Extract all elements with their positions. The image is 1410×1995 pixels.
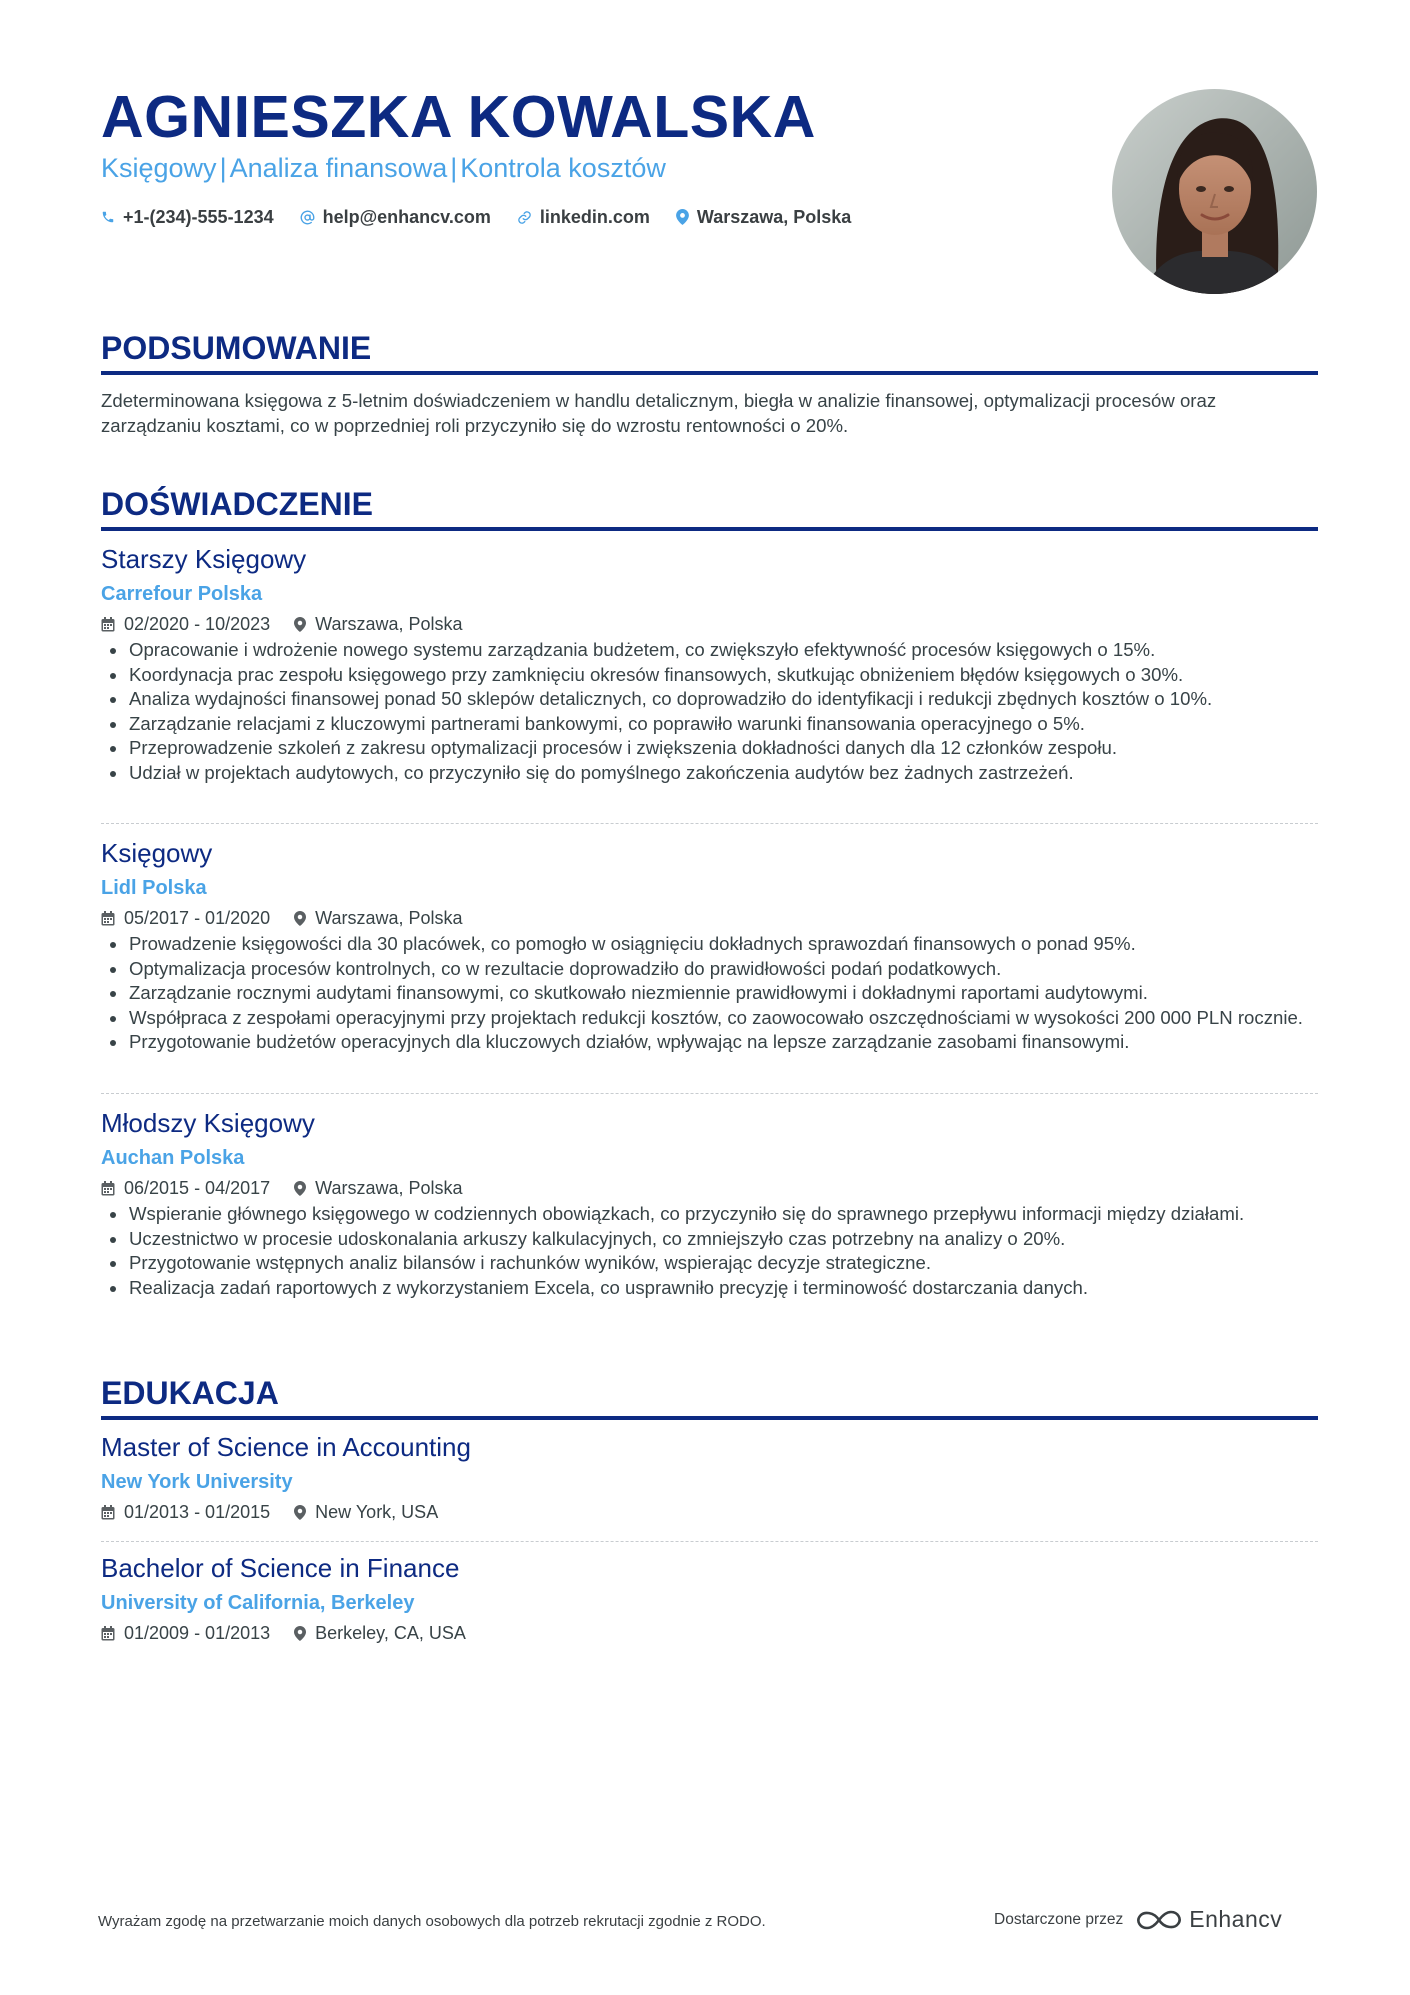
education-location <box>294 1502 438 1523</box>
contact-email[interactable] <box>300 207 491 228</box>
school-name[interactable]: New York University <box>101 1471 293 1493</box>
job-location <box>294 1178 462 1199</box>
experience-entry <box>101 1106 1318 1300</box>
brand-name: Enhancv <box>1189 1906 1283 1932</box>
candidate-name: AGNIESZKA KOWALSKA <box>101 84 816 150</box>
education-location <box>294 1623 466 1644</box>
contact-linkedin[interactable] <box>517 207 650 228</box>
enhancv-logo-icon <box>1135 1907 1183 1933</box>
experience-entry <box>101 542 1318 785</box>
entry-divider <box>101 1093 1318 1094</box>
headline <box>101 150 666 186</box>
job-dates <box>101 1178 270 1199</box>
map-pin-icon <box>294 1505 306 1520</box>
section-divider <box>101 1416 1318 1420</box>
headline-part: Księgowy <box>101 153 217 183</box>
section-divider <box>101 527 1318 531</box>
date-range: 02/2020 - 10/2023 <box>124 613 271 634</box>
location-text: Warszawa, Polska <box>315 613 463 634</box>
job-meta <box>101 905 1318 931</box>
calendar-icon <box>101 617 115 632</box>
achievement-item: • Wspieranie głównego księgowego w codziennych obowiązkach, co przyczyniło się do sprawnego przepływu informacji między działami. <box>128 1202 1318 1227</box>
job-title: Młodszy Księgowy <box>101 1108 315 1138</box>
calendar-icon <box>101 911 115 926</box>
achievement-item: • Prowadzenie księgowości dla 30 placówek, co pomogło w osiągnięciu dokładnych sprawozdań finansowych o ponad 95%. <box>128 932 1318 957</box>
achievement-item: • Opracowanie i wdrożenie nowego systemu zarządzania budżetem, co zwiększyło efektywność procesów księgowych o 15%. <box>128 638 1318 663</box>
phone-text: +1-(234)-555-1234 <box>123 206 274 227</box>
date-range: 01/2013 - 01/2015 <box>124 1501 271 1522</box>
achievement-item: • Analiza wydajności finansowej ponad 50 sklepów detalicznych, co doprowadziło do identyfikacji i redukcji zbędnych kosztów o 10%. <box>128 687 1318 712</box>
education-entry <box>101 1430 1318 1525</box>
education-meta <box>101 1499 1318 1525</box>
job-location <box>294 908 462 929</box>
contact-phone[interactable] <box>101 207 274 228</box>
map-pin-icon <box>294 1626 306 1641</box>
entry-divider <box>101 1541 1318 1542</box>
job-meta <box>101 611 1318 637</box>
achievement-item: • Współpraca z zespołami operacyjnymi przy projektach redukcji kosztów, co zaowocowało oszczędnościami w wysokości 200 000 PLN rocznie. <box>128 1006 1318 1031</box>
company-name[interactable]: Lidl Polska <box>101 877 207 899</box>
date-range: 01/2009 - 01/2013 <box>124 1622 271 1643</box>
education-meta <box>101 1620 1318 1646</box>
date-range: 05/2017 - 01/2020 <box>124 907 271 928</box>
phone-icon <box>101 210 115 224</box>
degree-title: Master of Science in Accounting <box>101 1432 471 1462</box>
location-text: New York, USA <box>315 1501 439 1522</box>
calendar-icon <box>101 1626 115 1641</box>
location-text: Berkeley, CA, USA <box>315 1622 466 1643</box>
location-text: Warszawa, Polska <box>315 907 463 928</box>
calendar-icon <box>101 1181 115 1196</box>
job-title: Starszy Księgowy <box>101 544 307 574</box>
achievement-item: • Przygotowanie budżetów operacyjnych dla kluczowych działów, wpływając na lepsze zarządzanie zasobami finansowymi. <box>128 1030 1318 1055</box>
education-entry <box>101 1551 1318 1646</box>
location-text: Warszawa, Polska <box>315 1177 463 1198</box>
experience-section-title: DOŚWIADCZENIE <box>101 486 373 522</box>
achievement-list <box>101 1202 1318 1300</box>
achievement-item: • Przygotowanie wstępnych analiz bilansów i rachunków wyników, wspierając decyzje strategiczne. <box>128 1251 1318 1276</box>
map-pin-icon <box>676 209 689 225</box>
education-dates <box>101 1623 270 1644</box>
degree-title: Bachelor of Science in Finance <box>101 1553 460 1583</box>
company-name[interactable]: Carrefour Polska <box>101 583 263 605</box>
powered-by-label: Dostarczone przez <box>994 1910 1124 1928</box>
map-pin-icon <box>294 617 306 632</box>
company-name[interactable]: Auchan Polska <box>101 1147 245 1169</box>
date-range: 06/2015 - 04/2017 <box>124 1177 271 1198</box>
achievement-item: • Zarządzanie relacjami z kluczowymi partnerami bankowymi, co poprawiło warunki finansowania operacyjnego o 5%. <box>128 712 1318 737</box>
achievement-list <box>101 932 1318 1055</box>
school-name[interactable]: University of California, Berkeley <box>101 1592 415 1614</box>
headline-separator: | <box>219 153 227 183</box>
map-pin-icon <box>294 911 306 926</box>
powered-by[interactable] <box>994 1906 1282 1933</box>
summary-text: Zdeterminowana księgowa z 5-letnim doświadczeniem w handlu detalicznym, biegła w analizie finansowej, optymalizacji procesów oraz zarządzaniu kosztami, co w poprzedniej roli przyczyniło się do wzrostu rentowności o 20%. <box>101 390 1217 436</box>
gdpr-consent-text: Wyrażam zgodę na przetwarzanie moich danych osobowych dla potrzeb rekrutacji zgodnie z RODO. <box>98 1913 766 1930</box>
job-dates <box>101 908 270 929</box>
entry-divider <box>101 823 1318 824</box>
summary-section-title: PODSUMOWANIE <box>101 330 372 366</box>
at-icon <box>300 210 315 225</box>
calendar-icon <box>101 1505 115 1520</box>
contact-location <box>676 207 851 228</box>
linkedin-text: linkedin.com <box>539 206 650 227</box>
achievement-item: • Optymalizacja procesów kontrolnych, co w rezultacie doprowadziło do prawidłowości podań podatkowych. <box>128 957 1318 982</box>
achievement-item: • Przeprowadzenie szkoleń z zakresu optymalizacji procesów i zwiększenia dokładności danych dla 12 członków zespołu. <box>128 736 1318 761</box>
location-text: Warszawa, Polska <box>696 206 852 227</box>
profile-photo <box>1112 89 1317 294</box>
job-meta <box>101 1175 1318 1201</box>
achievement-item: • Zarządzanie rocznymi audytami finansowymi, co skutkowało niezmiennie prawidłowymi i dokładnymi raportami audytowymi. <box>128 981 1318 1006</box>
job-dates <box>101 614 270 635</box>
education-section-title: EDUKACJA <box>101 1375 279 1411</box>
achievement-item: • Udział w projektach audytowych, co przyczyniło się do pomyślnego zakończenia audytów bez żadnych zastrzeżeń. <box>128 761 1318 786</box>
headline-part: Analiza finansowa <box>229 153 448 183</box>
achievement-item: • Uczestnictwo w procesie udoskonalania arkuszy kalkulacyjnych, co zmniejszyło czas potrzebny na analizy o 20%. <box>128 1227 1318 1252</box>
map-pin-icon <box>294 1181 306 1196</box>
section-divider <box>101 371 1318 375</box>
experience-entry <box>101 836 1318 1055</box>
link-icon <box>517 210 532 225</box>
achievement-list <box>101 638 1318 785</box>
job-location <box>294 614 462 635</box>
contact-bar <box>101 204 877 230</box>
education-dates <box>101 1502 270 1523</box>
headline-separator: | <box>450 153 458 183</box>
job-title: Księgowy <box>101 838 213 868</box>
headline-part: Kontrola kosztów <box>460 153 666 183</box>
achievement-item: • Koordynacja prac zespołu księgowego przy zamknięciu okresów finansowych, skutkując obniżeniem błędów księgowych o 30%. <box>128 663 1318 688</box>
email-text: help@enhancv.com <box>322 206 491 227</box>
achievement-item: • Realizacja zadań raportowych z wykorzystaniem Excela, co usprawniło precyzję i terminowość dostarczania danych. <box>128 1276 1318 1301</box>
